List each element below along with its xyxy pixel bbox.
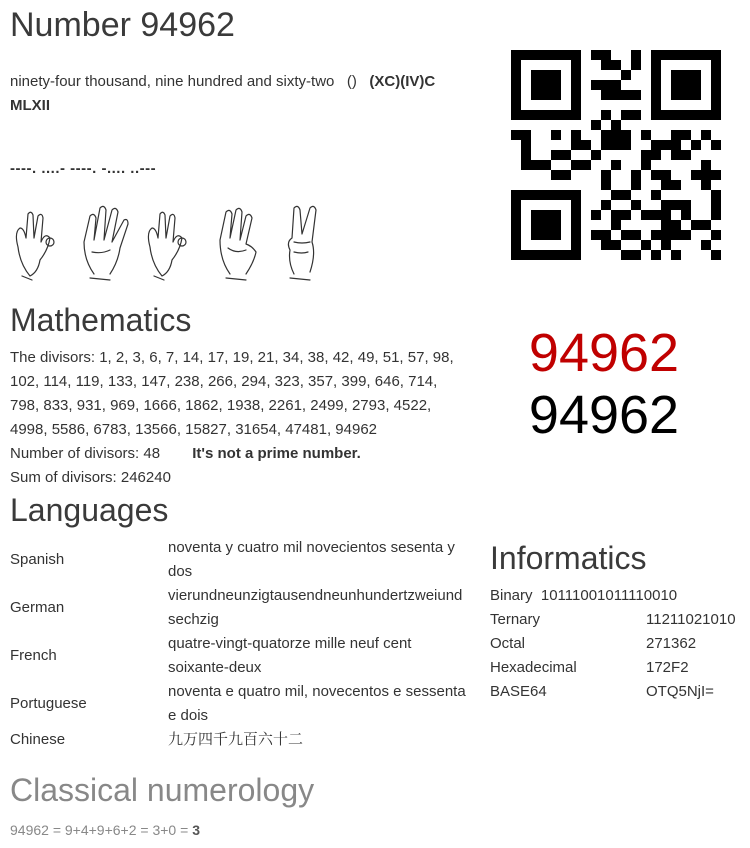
numerology-formula bbox=[10, 822, 200, 838]
hand-9-icon bbox=[16, 212, 54, 280]
divisors-section bbox=[10, 346, 470, 490]
language-name: Portuguese bbox=[10, 695, 87, 712]
informatics-table bbox=[488, 584, 738, 704]
language-value: noventa y cuatro mil novecientos sesenta y dos bbox=[168, 539, 455, 580]
binary-cell bbox=[488, 584, 738, 608]
divisor-sum-row bbox=[10, 466, 470, 490]
language-row bbox=[8, 536, 470, 584]
language-row bbox=[8, 632, 470, 680]
numerology-result: 3 bbox=[192, 822, 200, 838]
informatics-value: 11211021010 bbox=[646, 611, 736, 628]
mathematics-heading: Mathematics bbox=[10, 302, 192, 338]
sign-language-hands bbox=[10, 202, 340, 282]
language-row bbox=[8, 584, 470, 632]
informatics-value: OTQ5NjI= bbox=[646, 683, 714, 700]
numerology-expression: 94962 = 9+4+9+6+2 = 3+0 = bbox=[10, 822, 189, 838]
hand-2-icon bbox=[288, 206, 316, 280]
informatics-heading: Informatics bbox=[490, 540, 647, 576]
roman-numeral: (XC)(IV)C MLXII bbox=[10, 73, 436, 114]
hand-4-icon bbox=[84, 206, 128, 280]
divisors-label: The divisors: bbox=[10, 349, 96, 366]
informatics-row bbox=[488, 632, 738, 656]
page-title: Number 94962 bbox=[10, 6, 235, 44]
divisor-sum-value: 246240 bbox=[120, 469, 171, 486]
hand-6-icon bbox=[220, 208, 256, 280]
language-name: French bbox=[10, 647, 57, 664]
divisor-count-label: Number of divisors: bbox=[10, 445, 140, 462]
language-name: Chinese bbox=[10, 731, 66, 748]
divisors-list bbox=[10, 346, 470, 442]
binary-label: Binary bbox=[490, 587, 533, 604]
prime-status: It's not a prime number. bbox=[192, 445, 361, 462]
language-value: quatre-vingt-quatorze mille neuf cent soixante-deux bbox=[168, 635, 412, 676]
words-text: ninety-four thousand, nine hundred and sixty-two bbox=[10, 73, 335, 90]
informatics-row bbox=[488, 608, 738, 632]
language-value: noventa e quatro mil, novecentos e sessenta e dois bbox=[168, 683, 466, 724]
language-name: Spanish bbox=[10, 551, 65, 568]
informatics-name: Hexadecimal bbox=[490, 659, 577, 676]
divisor-count-value: 48 bbox=[143, 445, 161, 462]
language-name: German bbox=[10, 599, 65, 616]
numerology-heading: Classical numerology bbox=[10, 772, 315, 808]
language-row bbox=[8, 728, 470, 752]
morse-code: ----. ....- ----. -.... ..--- bbox=[10, 160, 157, 177]
languages-heading: Languages bbox=[10, 492, 169, 528]
informatics-name: Octal bbox=[490, 635, 526, 652]
binary-value: 10111001011110010 bbox=[540, 587, 678, 604]
big-number-black: 94962 bbox=[528, 385, 680, 445]
informatics-row bbox=[488, 656, 738, 680]
informatics-value: 172F2 bbox=[646, 659, 689, 676]
informatics-value: 271362 bbox=[646, 635, 697, 652]
informatics-name: BASE64 bbox=[490, 683, 547, 700]
divisor-count-row bbox=[10, 442, 470, 466]
words-parens: () bbox=[346, 73, 357, 90]
language-value: vierundneunzigtausendneunhundertzweiundsechzig bbox=[168, 587, 463, 628]
languages-table bbox=[8, 536, 470, 752]
hand-9-icon bbox=[148, 212, 186, 280]
language-row bbox=[8, 680, 470, 728]
informatics-name: Ternary bbox=[490, 611, 541, 628]
divisors-values: 1, 2, 3, 6, 7, 14, 17, 19, 21, 34, 38, 42, 49, 51, 57, 98, 102, 114, 119, 133, 147, 238, 266, 294, 323, 357, 399, 646, 714, 798, 833, 931, 969, 1666, 1862, 1938, 2261, 2499, 2793, 4522, 4998, 5586, 6783, 13566, 15827, 31654, 47481, 94962 bbox=[10, 349, 454, 438]
divisor-sum-label: Sum of divisors: bbox=[10, 469, 117, 486]
informatics-row bbox=[488, 680, 738, 704]
number-in-words bbox=[10, 70, 470, 118]
qr-code-icon bbox=[511, 50, 721, 260]
big-number-red: 94962 bbox=[528, 323, 680, 383]
informatics-row bbox=[488, 584, 738, 608]
language-value: 九万四千九百六十二 bbox=[168, 731, 304, 748]
